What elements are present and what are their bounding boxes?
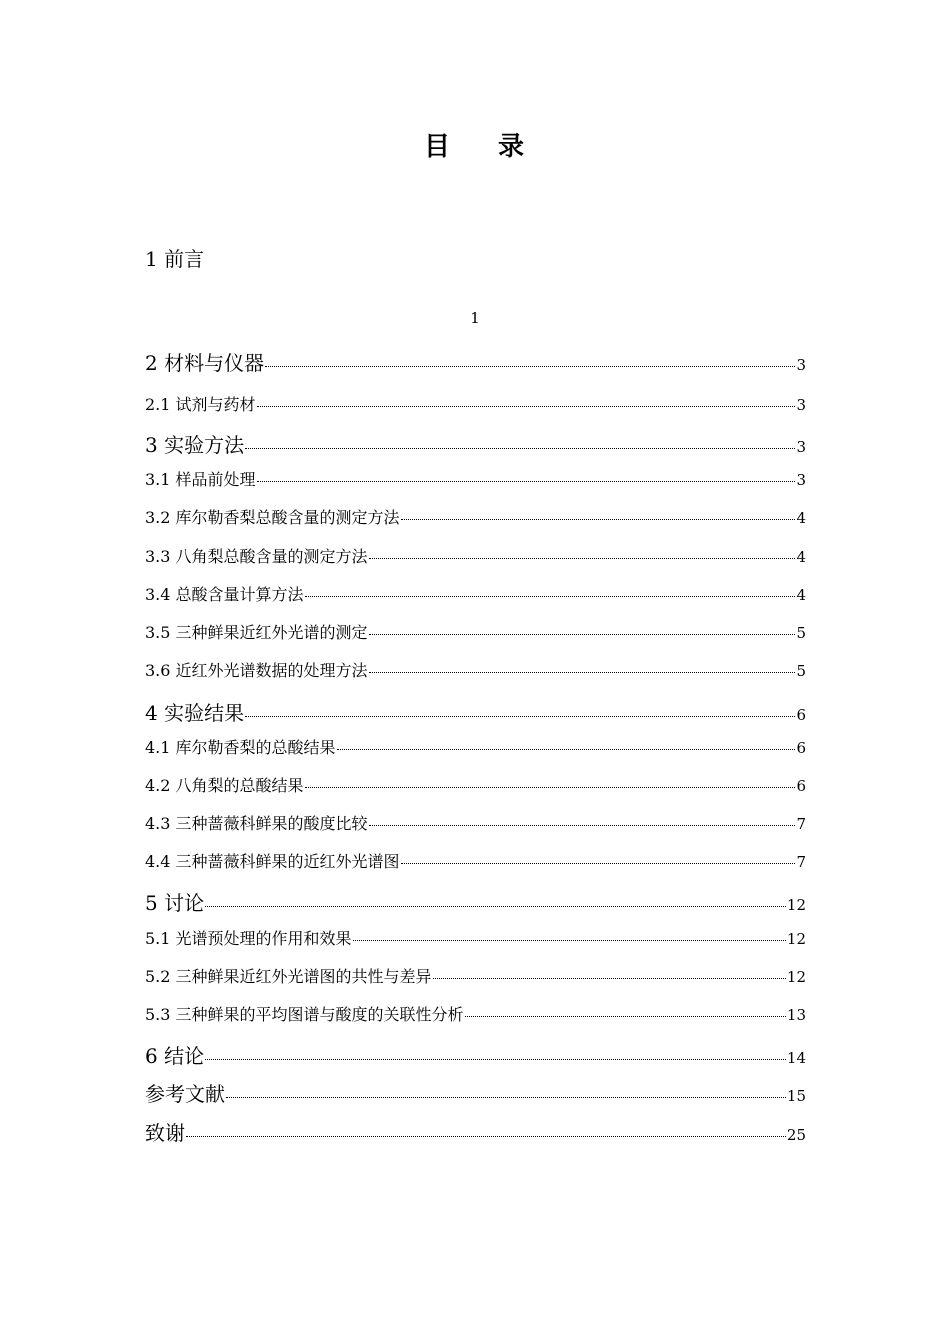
- toc-page-number: 3: [796, 438, 806, 456]
- toc-entry[interactable]: [145, 773, 806, 796]
- toc-page-number: 12: [786, 930, 806, 948]
- toc-dot-leader: [401, 519, 796, 520]
- toc-dot-leader: [226, 1097, 786, 1098]
- toc-entry[interactable]: [145, 658, 806, 681]
- toc-entry[interactable]: [145, 735, 806, 758]
- toc-entry-label: 5.2 三种鲜果近红外光谱图的共性与差异: [145, 967, 432, 986]
- toc-page-number: 25: [786, 1126, 806, 1144]
- toc-entry[interactable]: [145, 964, 806, 987]
- toc-entry[interactable]: [145, 1002, 806, 1025]
- toc-entry[interactable]: [145, 544, 806, 567]
- toc-page-number: 5: [796, 624, 806, 642]
- toc-entry-label: 3.1 样品前处理: [145, 470, 256, 489]
- toc-dot-leader: [369, 825, 796, 826]
- toc-dot-leader: [353, 940, 786, 941]
- toc-entry[interactable]: [145, 1117, 806, 1146]
- toc-dot-leader: [265, 366, 795, 367]
- toc-entry-intro: 1 前言: [145, 247, 205, 271]
- toc-entry[interactable]: [145, 620, 806, 643]
- toc-entry-label: 3.2 库尔勒香梨总酸含量的测定方法: [145, 508, 400, 527]
- toc-dot-leader: [401, 863, 796, 864]
- toc-entry[interactable]: [145, 1078, 806, 1107]
- toc-dot-leader: [369, 634, 796, 635]
- intro-page-number: 1: [470, 309, 480, 327]
- title-char-2: 录: [498, 132, 527, 162]
- toc-entry-label: 5.3 三种鲜果的平均图谱与酸度的关联性分析: [145, 1005, 464, 1024]
- toc-entry-label: 3 实验方法: [145, 433, 245, 457]
- toc-entry-label: 2.1 试剂与药材: [145, 395, 256, 414]
- toc-entry-label: 3.3 八角梨总酸含量的测定方法: [145, 547, 368, 566]
- toc-page-number: 4: [796, 509, 806, 527]
- toc-page-number: 5: [796, 662, 806, 680]
- toc-page-number: 12: [786, 968, 806, 986]
- toc-entry[interactable]: [145, 582, 806, 605]
- toc-entry[interactable]: [145, 429, 806, 458]
- toc-dot-leader: [245, 716, 795, 717]
- toc-entry-label: 6 结论: [145, 1044, 205, 1068]
- toc-entry[interactable]: [145, 849, 806, 872]
- toc-page-number: 3: [796, 396, 806, 414]
- toc-entry[interactable]: [145, 505, 806, 528]
- toc-page-number: 7: [796, 853, 806, 871]
- toc-dot-leader: [186, 1136, 786, 1137]
- toc-page-number: 12: [786, 896, 806, 914]
- toc-entry[interactable]: [145, 887, 806, 916]
- toc-entry[interactable]: [145, 926, 806, 949]
- toc-page-number: 15: [786, 1087, 806, 1105]
- toc-page-number: 3: [796, 471, 806, 489]
- toc-entry-label: 致谢: [145, 1121, 185, 1145]
- toc-page-number: 13: [786, 1006, 806, 1024]
- toc-dot-leader: [205, 906, 786, 907]
- toc-entry-label: 5.1 光谱预处理的作用和效果: [145, 929, 352, 948]
- toc-page-number: 4: [796, 586, 806, 604]
- toc-page-number: 4: [796, 548, 806, 566]
- toc-page-number: 6: [796, 739, 806, 757]
- toc-entry-label: 4 实验结果: [145, 701, 245, 725]
- toc-dot-leader: [337, 749, 796, 750]
- toc-dot-leader: [465, 1016, 786, 1017]
- toc-entry[interactable]: [145, 697, 806, 726]
- toc-entry-label: 4.3 三种蔷薇科鲜果的酸度比较: [145, 814, 368, 833]
- toc-dot-leader: [305, 787, 796, 788]
- toc-entry[interactable]: [145, 811, 806, 834]
- toc-entry[interactable]: [145, 467, 806, 490]
- toc-page-number: 6: [796, 777, 806, 795]
- page-title: [0, 126, 950, 163]
- toc-entry-label: 4.4 三种蔷薇科鲜果的近红外光谱图: [145, 852, 400, 871]
- title-char-1: 目: [423, 132, 452, 162]
- toc-dot-leader: [205, 1059, 786, 1060]
- toc-entry-label: 参考文献: [145, 1082, 225, 1106]
- toc-entry-label: 2 材料与仪器: [145, 351, 265, 375]
- toc-page-number: 3: [796, 356, 806, 374]
- toc-page-number: 7: [796, 815, 806, 833]
- toc-dot-leader: [369, 672, 796, 673]
- toc-entry[interactable]: [145, 1040, 806, 1069]
- toc-entry-label: 5 讨论: [145, 891, 205, 915]
- toc-entry-label: 4.1 库尔勒香梨的总酸结果: [145, 738, 336, 757]
- toc-dot-leader: [257, 406, 796, 407]
- toc-entry[interactable]: [145, 392, 806, 415]
- toc-entry-label: 3.6 近红外光谱数据的处理方法: [145, 661, 368, 680]
- toc-entry[interactable]: [145, 347, 806, 376]
- toc-page-number: 6: [796, 706, 806, 724]
- toc-page-number: 14: [786, 1049, 806, 1067]
- toc-dot-leader: [257, 481, 796, 482]
- toc-dot-leader: [305, 596, 796, 597]
- toc-dot-leader: [369, 558, 796, 559]
- toc-entry-label: 4.2 八角梨的总酸结果: [145, 776, 304, 795]
- toc-entry-label: 3.4 总酸含量计算方法: [145, 585, 304, 604]
- toc-dot-leader: [433, 978, 786, 979]
- toc-dot-leader: [245, 448, 795, 449]
- toc-entry-label: 3.5 三种鲜果近红外光谱的测定: [145, 623, 368, 642]
